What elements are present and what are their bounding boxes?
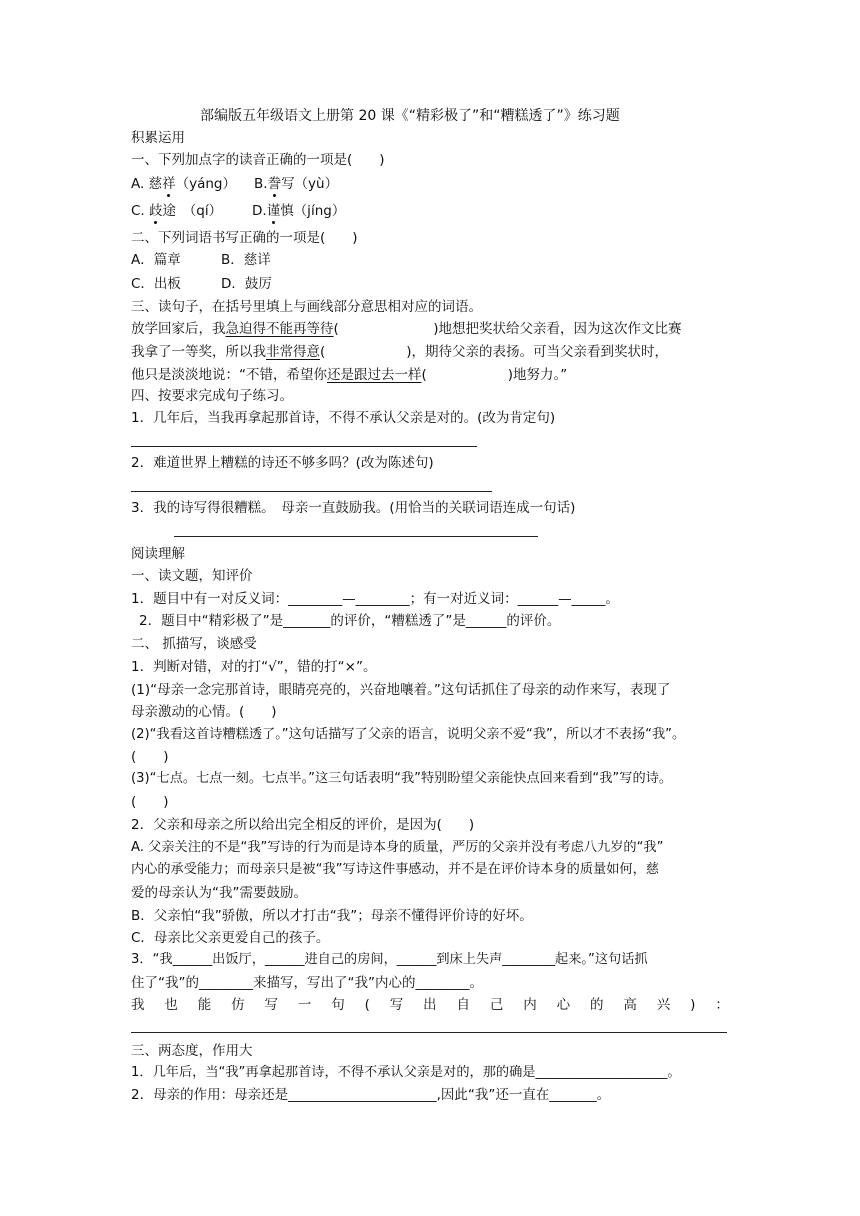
question-stem: 一、下列加点字的读音正确的一项是( ) (131, 152, 385, 168)
passage-line: 他只是淡淡地说：“不错，希望你还是跟过去一样( )地努力。” (131, 367, 568, 383)
exercise-line: 2．难道世界上糟糕的诗还不够多吗？(改为陈述句) (131, 455, 434, 471)
dotted-character: 祥 (162, 176, 176, 192)
dotted-character: 誊 (267, 176, 282, 192)
exercise-line: 3．“我______出饭厅，______进自己的房间，______到床上失声________起来。”这句话抓 (131, 952, 648, 967)
exercise-line: (1)“母亲一念完那首诗，眼睛亮亮的，兴奋地嚷着。”这句话抓住了母亲的动作来写，表现了 (131, 682, 671, 698)
exercise-line: 3．我的诗写得很糟糕。 母亲一直鼓励我。(用恰当的关联词语连成一句话) (131, 500, 576, 516)
exercise-line: 1．题目中有一对反义词：________—________；有一对近义词：______—_____。 (131, 591, 619, 607)
exercise-line: 1．几年后，当我再拿起那首诗，不得不承认父亲是对的。(改为肯定句) (131, 410, 556, 426)
question-stem: 二、 抓描写，谈感受 (131, 636, 257, 652)
exercise-line: 2．题目中“精彩极了”是_______的评价，“糟糕透了”是______的评价。 (139, 613, 561, 629)
option-b: B．父亲怕“我”骄傲，所以才打击“我”；母亲不懂得评价诗的好坏。 (131, 908, 533, 924)
dotted-character: 歧 (149, 203, 163, 219)
passage-line: 我拿了一等奖，所以我非常得意( )，期待父亲的表扬。可当父亲看到奖状时， (131, 344, 669, 360)
option-a: 内心的承受能力；而母亲只是被“我”写诗这件事感动，并不是在评价诗本身的质量如何，慈 (131, 862, 659, 877)
underlined-phrase: 急迫得不能再等待 (225, 321, 334, 337)
option-c: C. 歧途 （qí） (131, 203, 223, 219)
section-heading: 阅读理解 (131, 546, 185, 562)
option-d: D.谨慎（jíng） (252, 203, 346, 219)
underlined-phrase: 还是跟过去一样 (327, 367, 422, 383)
option-c: C．出板 (131, 276, 181, 292)
exercise-line: (2)“我看这首诗糟糕透了。”这句话描写了父亲的语言，说明父亲不爱“我”，所以才不表扬“我”。 (131, 727, 686, 742)
question-stem: 三、读句子，在括号里填上与画线部分意思相对应的词语。 (131, 299, 482, 315)
option-b: B．慈详 (221, 252, 271, 268)
section-heading: 积累运用 (131, 130, 185, 146)
passage-line: 放学回家后，我急迫得不能再等待( )地想把奖状给父亲看，因为这次作文比赛 (131, 321, 682, 337)
exercise-line: 母亲激动的心情。( ) (131, 704, 277, 720)
dotted-character: 谨 (266, 203, 281, 219)
underlined-phrase: 非常得意 (266, 344, 320, 360)
answer-line (131, 491, 492, 492)
exercise-line: 2．母亲的作用：母亲还是______________________,因此“我”还一直在_______。 (131, 1087, 611, 1103)
question-stem: 四、按要求完成句子练习。 (131, 388, 293, 404)
answer-line (131, 446, 477, 447)
option-b: B.誊写（yù） (254, 176, 339, 192)
option-a: A. 慈祥（yáng） (131, 176, 236, 192)
answer-line (174, 536, 538, 537)
answer-line (131, 1032, 727, 1033)
page-title: 部编版五年级语文上册第 20 课《“精彩极了”和“糟糕透了”》练习题 (200, 108, 620, 124)
option-d: D．鼓厉 (221, 276, 272, 292)
exercise-line: 1．判断对错，对的打“√”，错的打“×”。 (131, 659, 377, 675)
option-c: C．母亲比父亲更爱自己的孩子。 (131, 930, 330, 946)
exercise-line: 2．父亲和母亲之所以给出完全相反的评价，是因为( ) (131, 817, 475, 833)
question-stem: 二、下列词语书写正确的一项是( ) (131, 230, 358, 246)
option-a: A. 父亲关注的不是“我”写诗的行为而是诗本身的质量，严厉的父亲并没有考虑八九岁的“我” (131, 840, 664, 855)
option-a: A．篇章 (131, 252, 181, 268)
option-a: 爱的母亲认为“我”需要鼓励。 (131, 885, 307, 901)
exercise-line: 1．几年后，当“我”再拿起那首诗，不得不承认父亲是对的，那的确是____________________。 (131, 1065, 681, 1080)
exercise-line: ( ) (131, 794, 169, 810)
question-stem: 一、读文题，知评价 (131, 568, 253, 584)
exercise-line: (3)“七点。七点一刻。七点半。”这三句话表明“我”特别盼望父亲能快点回来看到“我”写的诗。 (131, 771, 673, 786)
exercise-line: ( ) (131, 749, 169, 765)
exercise-line: 我 也 能 仿 写 一 句 ( 写 出 自 己 内 心 的 高 兴 ) ： (131, 997, 729, 1013)
question-stem: 三、两态度，作用大 (131, 1043, 253, 1059)
exercise-line: 住了“我”的________来描写，写出了“我”内心的________。 (131, 975, 483, 991)
